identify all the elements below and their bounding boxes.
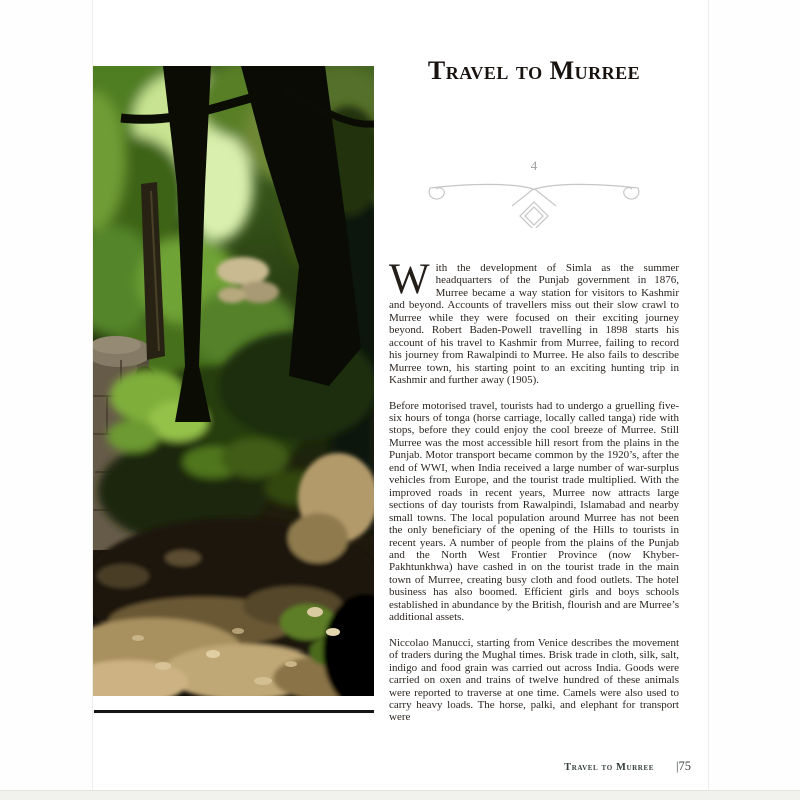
chapter-number: 4 [530, 158, 538, 173]
page-bottom-edge [0, 790, 800, 800]
page-number: |75 [675, 759, 691, 773]
photo-underline-rule [94, 710, 374, 713]
flourish-divider-icon [424, 176, 644, 228]
running-footer [93, 757, 710, 775]
body-paragraph: Niccolao Manucci, starting from Venice describes the movement of traders during the Mughal times. Brisk trade in cloth, silk, salt, indigo and food grain was carried out across India. Goods were carried on oxen and trains of twelve hundred of these animals were reported to traverse at one time. Camels were also used to carry heavy loads. The horse, palki, and elephant for transport were [389, 636, 679, 724]
forest-photo-art [93, 66, 374, 696]
footer-chapter-label: Travel to Murree [564, 762, 654, 773]
body-paragraph: Before motorised travel, tourists had to undergo a gruelling five-six hours of tonga (horse carriage, locally called tanga) ride with stops, before they could enjoy the cool breeze of Murree. Still Murree was the most accessible hill resort from the plains in the Punjab. Motor transport became common by the 1920’s, after the end of WWI, when India received a large number of war-surplus vehicles from Europe, and the tourist trade multiplied. With the improved roads in recent years, Murree now attracts large sections of day tourists from Rawalpindi, Islamabad and nearby small towns. The local population around Murree has not been the only beneficiary of the opening of the Hills to tourists in recent years. A number of people from the plains of the Punjab and the North West Frontier Province (now Khyber-Pakhtunkhwa) have cashed in on the tourist trade in the main town of Murree, creating busy cloth and food outlets. The hotel business has also boomed. Efficient girls and boys schools established in abundance by the British, flourish and are Murree’s additional assets. [389, 399, 679, 624]
page-title: Travel to Murree [427, 56, 641, 85]
chapter-body [389, 256, 679, 737]
forest-photo [93, 66, 374, 696]
text-column [389, 0, 679, 790]
book-page [92, 0, 709, 790]
paragraph-text: ith the development of Simla as the summer headquarters of the Punjab government in 1876, Murree became a way station for visitors to Kashmir and beyond. Accounts of travellers miss out their slow crawl to Murree while they were focused on their exciting journey beyond. Robert Baden-Powell travelling in 1898 starts his account of his travel to Kashmir from Murree, failing to record his journey from Rawalpindi to Murree. He also fails to describe Murree town, his starting point to an exciting hunting trip in Kashmir and further away (1905). [389, 262, 679, 387]
body-paragraph [389, 256, 679, 387]
drop-cap: W [389, 256, 430, 303]
